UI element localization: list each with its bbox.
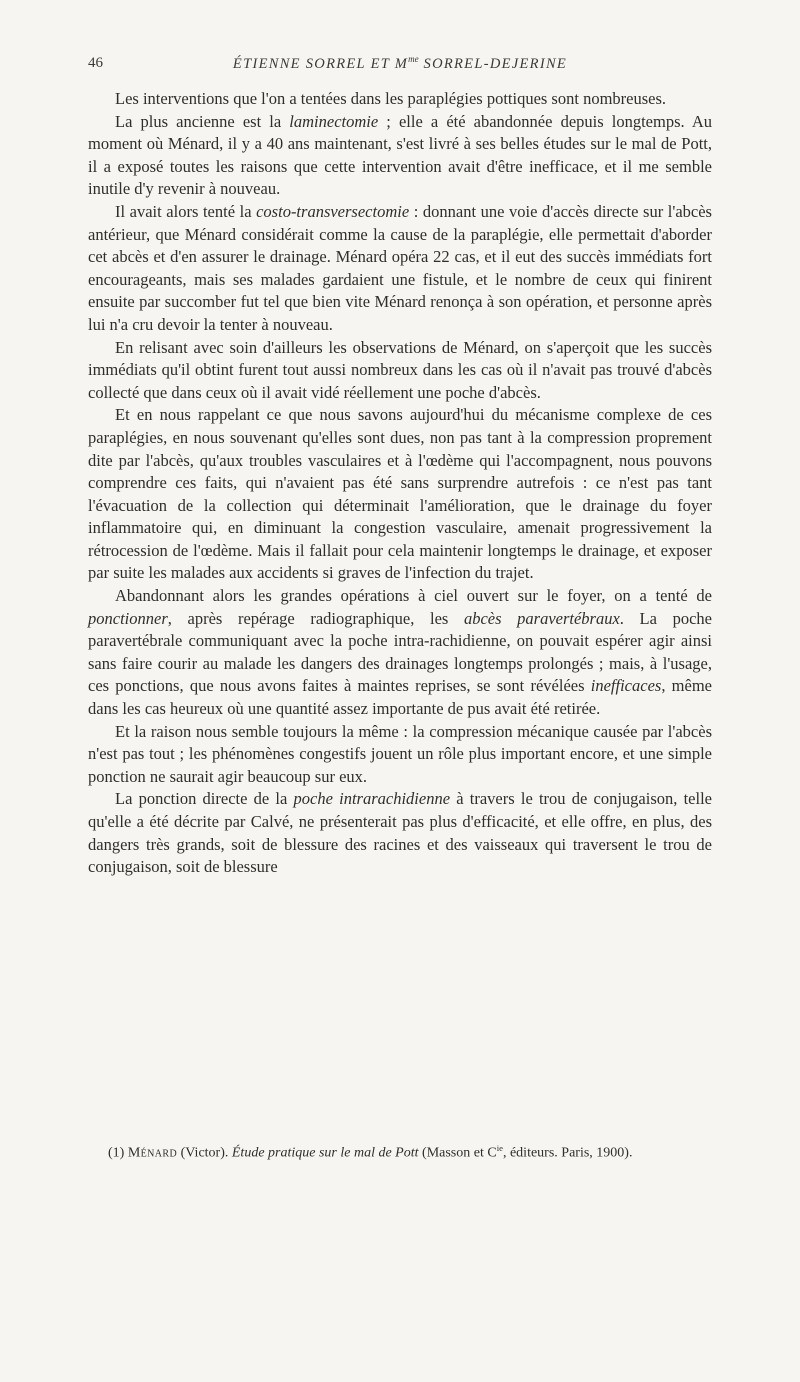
page-number: 46 bbox=[88, 55, 103, 71]
text-segment: , éditeurs. Paris, 1900). bbox=[502, 1145, 633, 1161]
text-segment: , même dans les cas heureux où une quantité assez importante de pus avait été retirée. bbox=[88, 676, 713, 719]
text-segment: ie bbox=[496, 1143, 503, 1153]
text-segment: Ménard bbox=[127, 1145, 178, 1161]
paragraph bbox=[88, 585, 712, 721]
paragraph bbox=[88, 721, 712, 789]
text-segment: poche intrarachidienne bbox=[293, 789, 451, 809]
text-segment: La ponction directe de la bbox=[115, 789, 294, 809]
text-segment: (Victor). bbox=[177, 1145, 232, 1161]
paragraph bbox=[88, 201, 712, 337]
text-segment: Et en nous rappelant ce que nous savons aujourd'hui du mécanisme complexe de ces paraplégies, en nous souvenant qu'elles sont dues, non pas tant à la compression proprement dite par l'abcès, qu'aux troubles vasculaires et à l'œdème qui l'accompagnent, nous pouvons comprendre ces faits, qui n'avaient pas été sans surprendre autrefois : ce n'est pas tant l'évacuation de la collection qui déterminait l'amélioration, que le drainage du foyer inflammatoire qui, en diminuant la congestion vasculaire, amenait progressivement la rétrocession de l'œdème. Mais il fallait pour cela maintenir longtemps le drainage, et exposer par suite les malades aux accidents si graves de l'infection du trajet. bbox=[88, 405, 712, 583]
page-header bbox=[88, 54, 712, 76]
page-body bbox=[88, 88, 712, 879]
paragraph bbox=[88, 404, 712, 585]
text-segment: (1) bbox=[108, 1145, 128, 1161]
text-segment: SORREL-DEJERINE bbox=[418, 55, 568, 72]
footnote bbox=[88, 1138, 712, 1164]
text-segment: à travers le trou de conjugaison, telle qu'elle a été décrite par Calvé, ne présenterait pas plus d'efficacité, et elle offre, en plus, des dangers très grands, soit de blessure des racines et des vaisseaux qui traversent le trou de conjugaison, soit de blessure bbox=[88, 789, 712, 877]
text-segment: En relisant avec soin d'ailleurs les observations de Ménard, on s'aperçoit que les succès immédiats qu'il obtint furent tout aussi nombreux dans les cas où il n'avait pas trouvé d'abcès collecté que dans ceux où il avait vidé réellement une poche d'abcès. bbox=[88, 337, 712, 402]
text-segment: laminectomie bbox=[289, 111, 379, 131]
text-segment: inefficaces bbox=[590, 676, 662, 696]
paragraph bbox=[88, 111, 712, 201]
text-segment: ; elle a été abandonnée depuis longtemps. Au moment où Ménard, il y a 40 ans maintenant, s'est livré à ses belles études sur le mal de Pott, il a exposé toutes les raisons que cette intervention avait d'être inefficace, et il me semble inutile d'y revenir à nouveau. bbox=[88, 111, 712, 199]
text-segment: me bbox=[408, 54, 419, 64]
footnote-text bbox=[88, 1138, 712, 1164]
text-segment: Étude pratique sur le mal de Pott bbox=[231, 1145, 419, 1161]
text-segment: ÉTIENNE SORREL ET M bbox=[232, 55, 409, 72]
text-segment: costo-transversectomie bbox=[256, 201, 410, 221]
text-segment: (Masson et C bbox=[418, 1145, 497, 1161]
text-segment: Les interventions que l'on a tentées dans les paraplégies pottiques sont nombreuses. bbox=[115, 89, 667, 108]
text-segment: Abandonnant alors les grandes opérations à ciel ouvert sur le foyer, on a tenté de bbox=[115, 586, 712, 606]
text-segment: Il avait alors tenté la bbox=[115, 201, 257, 221]
paragraph bbox=[88, 788, 712, 878]
text-segment: Et la raison nous semble toujours la même : la compression mécanique causée par l'abcès n'est pas tout ; les phénomènes congestifs jouent un rôle plus important encore, et une simple ponction ne saurait agir beaucoup sur eux. bbox=[88, 721, 712, 786]
running-title bbox=[88, 54, 712, 73]
text-segment: . La poche paravertébrale communiquant avec la poche intra-rachidienne, on pouvait espérer agir ainsi sans faire courir au malade les dangers des drainages longtemps prolongés ; mais, à l'usage, ces ponctions, que nous avons faites à maintes reprises, se sont révélées bbox=[88, 608, 712, 696]
text-segment: : donnant une voie d'accès directe sur l'abcès antérieur, que Ménard considérait comme la cause de la paraplégie, elle permettait d'aborder cet abcès et d'en assurer le drainage. Ménard opéra 22 cas, et il eut des succès immédiats fort encourageants, mais ses malades gardaient une fistule, et le nombre de ceux qui finirent ensuite par succomber fut tel que bien vite Ménard renonça à son opération, et personne après lui n'a cru devoir la tenter à nouveau. bbox=[88, 201, 712, 334]
text-segment: La plus ancienne est la bbox=[115, 111, 290, 131]
text-segment: , après repérage radiographique, les bbox=[167, 608, 464, 628]
paragraph bbox=[88, 88, 712, 111]
text-segment: abcès paravertébraux bbox=[463, 608, 620, 628]
text-segment: ponctionner bbox=[88, 608, 168, 628]
paragraph bbox=[88, 337, 712, 405]
